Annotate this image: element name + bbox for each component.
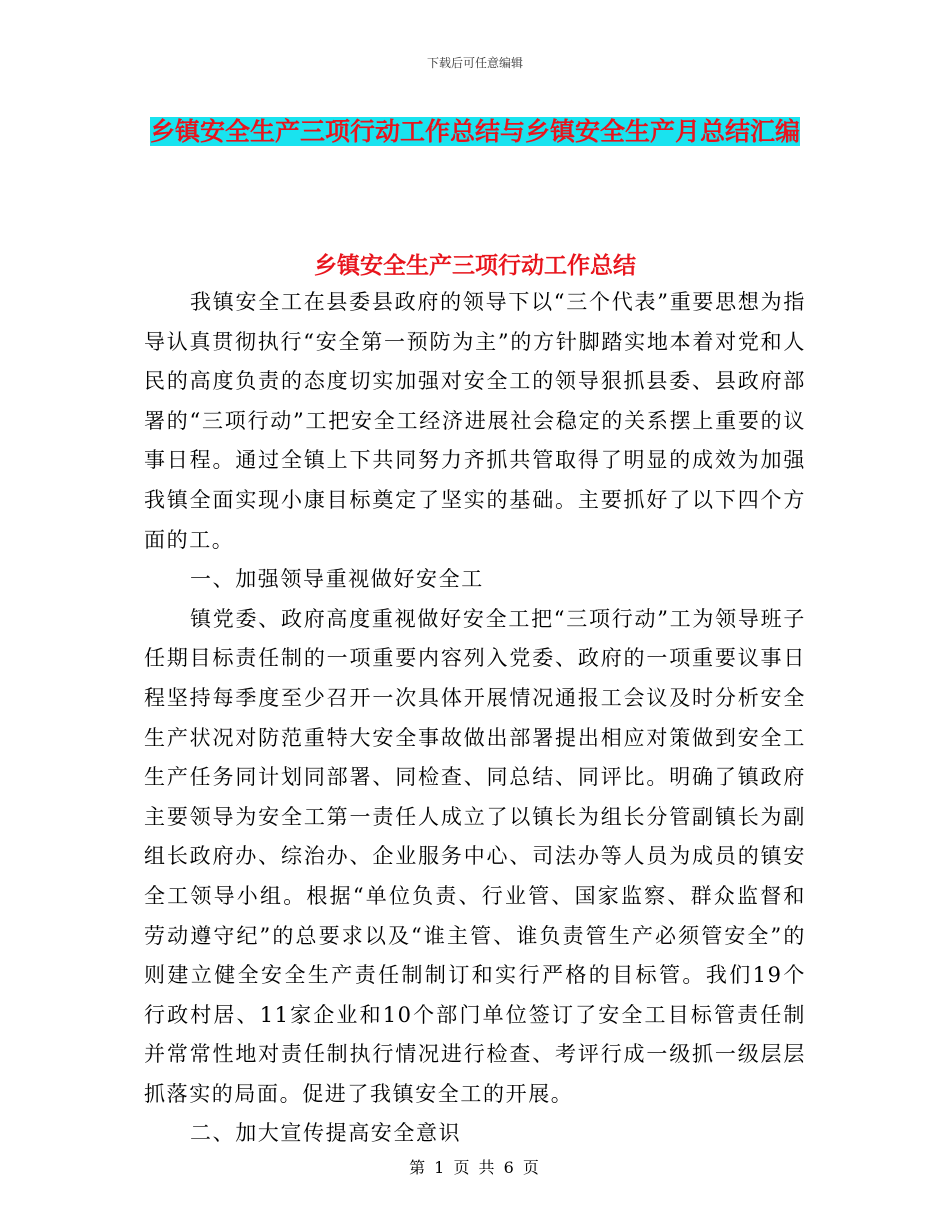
paragraph-intro: 我镇安全工在县委县政府的领导下以“三个代表”重要思想为指导认真贯彻执行“安全第一预防为主”的方针脚踏实地本着对党和人民的高度负责的态度切实加强对安全工的领导狠抓县委、县政府部署的“三项行动”工把安全工经济进展社会稳定的关系摆上重要的议事日程。通过全镇上下共同努力齐抓共管取得了明显的成效为加强我镇全面实现小康目标奠定了坚实的基础。主要抓好了以下四个方面的工。: [144, 290, 806, 552]
paragraph-leadership: 镇党委、政府高度重视做好安全工把“三项行动”工为领导班子任期目标责任制的一项重要内容列入党委、政府的一项重要议事日程坚持每季度至少召开一次具体开展情况通报工会议及时分析安全生产状况对防范重特大安全事故做出部署提出相应对策做到安全工生产任务同计划同部署、同检查、同总结、同评比。明确了镇政府主要领导为安全工第一责任人成立了以镇长为组长分管副镇长为副组长政府办、综治办、企业服务中心、司法办等人员为成员的镇安全工领导小组。根据“单位负责、行业管、国家监察、群众监督和劳动遵守纪”的总要求以及“谁主管、谁负责管生产必须管安全”的则建立健全安全生产责任制制订和实行严格的目标管。我们19个行政村居、11家企业和10个部门单位签订了安全工目标管责任制并常常性地对责任制执行情况进行检查、考评行成一级抓一级层层抓落实的局面。促进了我镇安全工的开展。: [144, 606, 806, 1106]
section-title: 乡镇安全生产三项行动工作总结: [314, 253, 636, 279]
heading-two: 二、加大宣传提高安全意识: [190, 1121, 462, 1146]
page-number-footer: 第 1 页 共 6 页: [409, 1158, 541, 1177]
document-title-text: 乡镇安全生产三项行动工作总结与乡镇安全生产月总结汇编: [150, 117, 801, 146]
header-note: 下载后可任意编辑: [426, 56, 523, 70]
heading-one: 一、加强领导重视做好安全工: [190, 567, 484, 592]
document-title: [150, 108, 800, 156]
document-body: [144, 283, 806, 1154]
